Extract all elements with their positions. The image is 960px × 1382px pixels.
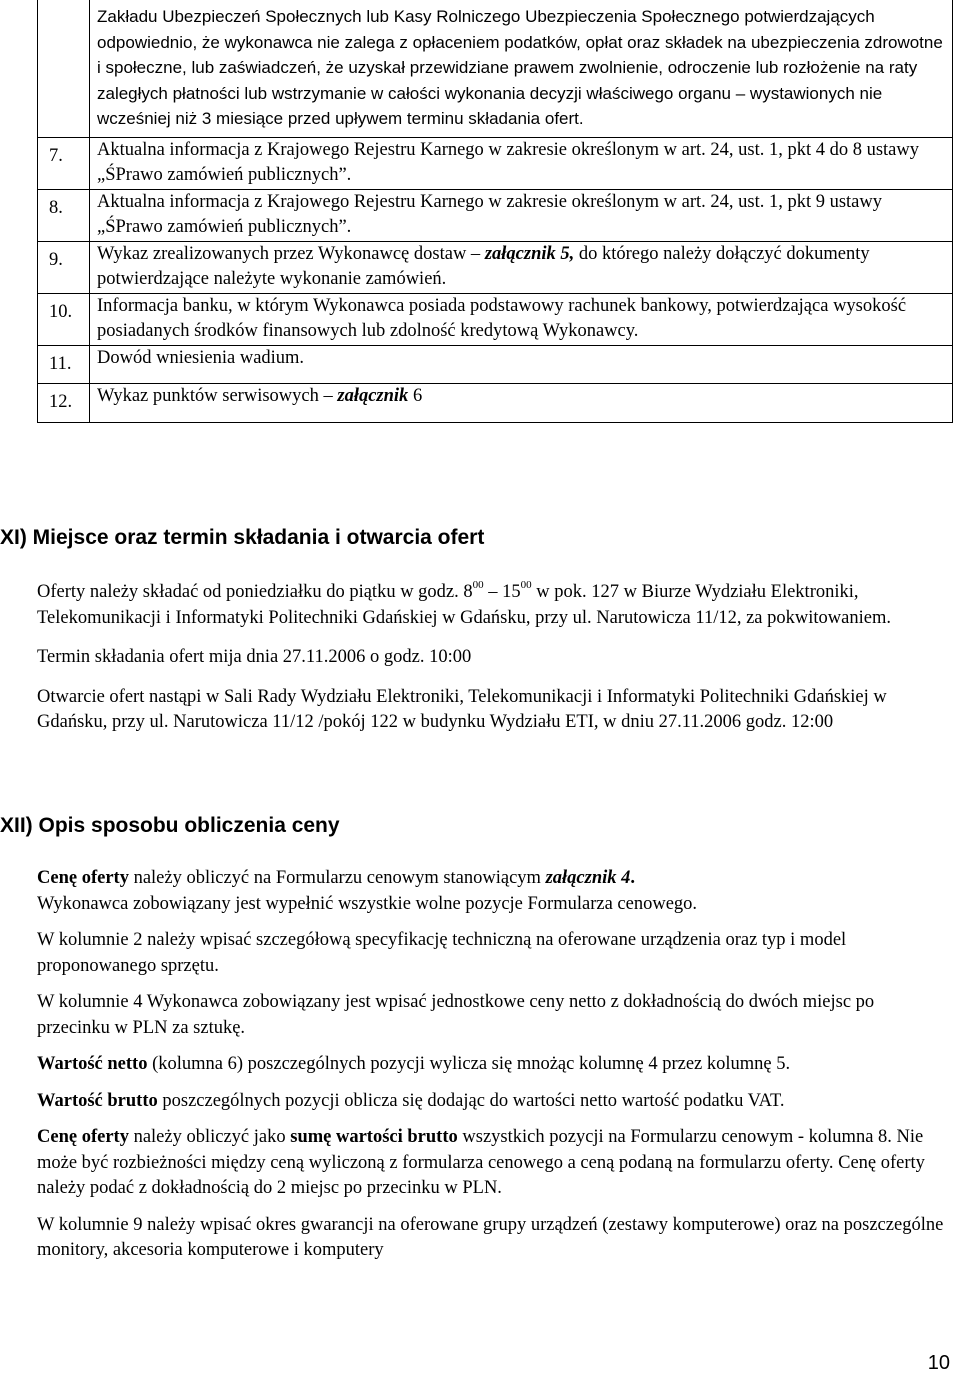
section-xii-total: Cenę oferty należy obliczyć jako sumę wartości brutto wszystkich pozycji na Formularzu cenowym - kolumna 8. Nie może być rozbieżności między ceną wyliczoną z formularza cenowego a ceną podaną na formularzu oferty. Cenę oferty należy podać z dokładnością do 2 miejsc po przecinku w PLN. bbox=[37, 1127, 925, 1198]
page-number: 10 bbox=[927, 1351, 950, 1374]
item-text: Wykaz zrealizowanych przez Wykonawcę dostaw – załącznik 5, do którego należy dołączyć dokumenty potwierdzające należyte wykonanie zamówień. bbox=[90, 241, 953, 293]
section-xii-col9: W kolumnie 9 należy wpisać okres gwarancji na oferowane grupy urządzeń (zestawy komputerowe) oraz na poszczególne monitory, akcesoria komputerowe i komputery bbox=[37, 1214, 944, 1260]
section-xii-netto: Wartość netto (kolumna 6) poszczególnych pozycji wylicza się mnożąc kolumnę 4 przez kolumnę 5. bbox=[37, 1054, 791, 1074]
item-number: 8. bbox=[38, 189, 90, 241]
section-xii-heading: XII) Opis sposobu obliczenia ceny bbox=[0, 814, 340, 837]
item-number: 7. bbox=[38, 137, 90, 189]
section-xii-price-intro: Cenę oferty należy obliczyć na Formularzu cenowym stanowiącym załącznik 4. Wykonawca zobowiązany jest wypełnić wszystkie wolne pozycje Formularza cenowego. bbox=[37, 868, 698, 914]
requirements-table bbox=[37, 0, 953, 423]
table-row bbox=[38, 241, 953, 293]
section-xi-heading: XI) Miejsce oraz termin składania i otwarcia ofert bbox=[0, 526, 485, 549]
item-number: 11. bbox=[38, 345, 90, 384]
item-text: Wykaz punktów serwisowych – załącznik 6 bbox=[90, 384, 953, 423]
item-text: Dowód wniesienia wadium. bbox=[90, 345, 953, 384]
item-text: Informacja banku, w którym Wykonawca posiada podstawowy rachunek bankowy, potwierdzająca wysokość posiadanych środków finansowych lub zdolność kredytową Wykonawcy. bbox=[90, 293, 953, 345]
section-xi-deadline: Termin składania ofert mija dnia 27.11.2006 o godz. 10:00 bbox=[37, 647, 472, 667]
item-text: Aktualna informacja z Krajowego Rejestru Karnego w zakresie określonym w art. 24, ust. 1, pkt 9 ustawy „ŚPrawo zamówień publicznych”. bbox=[90, 189, 953, 241]
item-number: 12. bbox=[38, 384, 90, 423]
table-row bbox=[38, 137, 953, 189]
item-number: 10. bbox=[38, 293, 90, 345]
section-xi-hours: Oferty należy składać od poniedziałku do piątku w godz. $8^{00} - 15^{00}$ w pok. 127 w Biurze Wydziału Elektroniki, Telekomunikacji i Informatyki Politechniki Gdańskiej w Gdańsku, przy ul. Narutowicza 11/12, za pokwitowaniem. bbox=[37, 578, 891, 628]
table-row bbox=[38, 0, 953, 137]
table-row bbox=[38, 384, 953, 423]
table-first-row-text: Zakładu Ubezpieczeń Społecznych lub Kasy Rolniczego Ubezpieczenia Społecznego potwierdzających odpowiednio, że wykonawca nie zalega z opłaceniem podatków, opłat oraz składek na ubezpieczenia zdrowotne i społeczne, lub zaświadczeń, że uzyskał przewidziane prawem zwolnienie, odroczenie lub rozłożenie na raty zaległych płatności lub wstrzymanie w całości wykonania decyzji właściwego organu – wystawionych nie wcześniej niż 3 miesiące przed upływem terminu składania ofert. bbox=[90, 0, 953, 137]
section-xii-col2: W kolumnie 2 należy wpisać szczegółową specyfikację techniczną na oferowane urządzenia oraz typ i model proponowanego sprzętu. bbox=[37, 930, 847, 976]
section-xi-body bbox=[37, 580, 947, 736]
table-row bbox=[38, 189, 953, 241]
section-xii-brutto: Wartość brutto poszczególnych pozycji oblicza się dodając do wartości netto wartość podatku VAT. bbox=[37, 1090, 785, 1111]
section-xi-opening: Otwarcie ofert nastąpi w Sali Rady Wydziału Elektroniki, Telekomunikacji i Informatyki Politechniki Gdańskiej w Gdańsku, przy ul. Narutowicza 11/12 /pokój 122 w budynku Wydziału ETI, w dniu 27.11.2006 godz. 12:00 bbox=[37, 686, 887, 732]
table-row bbox=[38, 293, 953, 345]
item-number: 9. bbox=[38, 241, 90, 293]
section-xii-body bbox=[37, 866, 947, 1264]
section-xii-col4: W kolumnie 4 Wykonawca zobowiązany jest wpisać jednostkowe ceny netto z dokładnością do dwóch miejsc po przecinku w PLN za sztukę. bbox=[37, 992, 875, 1038]
table-row bbox=[38, 345, 953, 384]
item-text: Aktualna informacja z Krajowego Rejestru Karnego w zakresie określonym w art. 24, ust. 1, pkt 4 do 8 ustawy „ŚPrawo zamówień publicznych”. bbox=[90, 137, 953, 189]
